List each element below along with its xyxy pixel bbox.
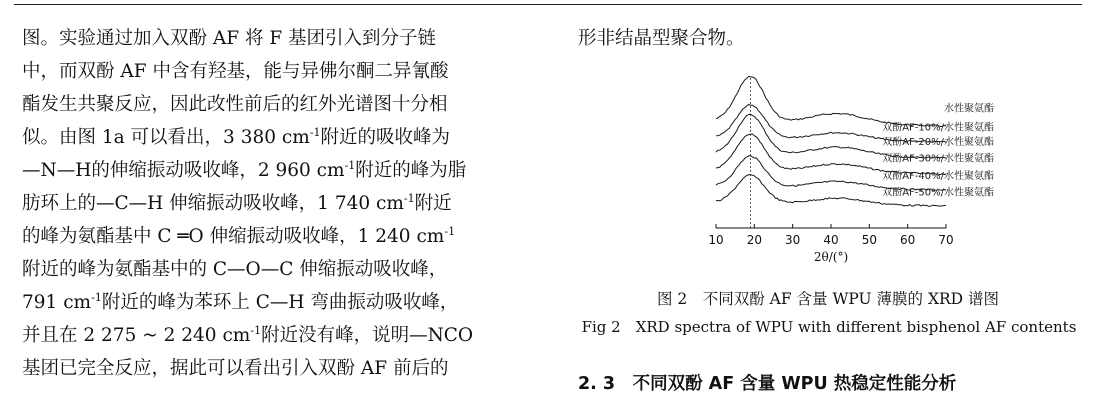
- text-run: —N—H的伸缩振动吸收峰，2 960 cm: [22, 160, 345, 181]
- text-run: 并且在 2 275 ~ 2 240 cm: [22, 325, 251, 346]
- series-label: 双酚AF-50%/水性聚氨酯: [882, 187, 994, 199]
- x-tick-label: 10: [708, 233, 724, 247]
- series-label: 双酚AF-20%/水性聚氨酯: [882, 136, 994, 148]
- paragraph-line: [22, 286, 542, 319]
- text-run: 基团已完全反应，据此可以看出引入双酚 AF 前后的: [22, 358, 449, 379]
- text-run: 中，而双酚 AF 中含有羟基，能与异佛尔酮二异氰酸: [22, 61, 449, 82]
- series-label: 双酚AF-30%/水性聚氨酯: [882, 153, 994, 165]
- paragraph-line: [22, 88, 542, 121]
- superscript: -1: [403, 192, 415, 205]
- text-run: 酯发生共聚反应，因此改性前后的红外光谱图十分相: [22, 94, 448, 115]
- series-label: 水性聚氨酯: [944, 103, 994, 115]
- text-run: 附近的吸收峰为: [320, 127, 451, 148]
- text-run: 似。由图 1a 可以看出，3 380 cm: [22, 127, 310, 148]
- x-tick-label: 30: [785, 233, 801, 247]
- text-run: 附近的峰为氨酯基中的 C—O—C 伸缩振动吸收峰，: [22, 259, 448, 280]
- paragraph-line: [22, 22, 542, 55]
- top-rule: [14, 4, 1082, 5]
- superscript: -1: [250, 324, 262, 337]
- paragraph-line: [22, 55, 542, 88]
- superscript: -1: [444, 225, 456, 238]
- text-run: 的峰为氨酯基中 C ═O 伸缩振动吸收峰，1 240 cm: [22, 226, 445, 247]
- superscript: -1: [344, 159, 356, 172]
- series-label: 双酚AF-40%/水性聚氨酯: [882, 170, 994, 182]
- x-axis-label: 2θ/(°): [813, 250, 849, 264]
- x-tick-label: 70: [938, 233, 954, 247]
- text-run: 图。实验通过加入双酚 AF 将 F 基团引入到分子链: [22, 28, 437, 49]
- figure-caption-cn: 图 2 不同双酚 AF 含量 WPU 薄膜的 XRD 谱图: [656, 290, 1000, 308]
- paragraph-line: [22, 187, 542, 220]
- series-label: 双酚AF-10%/水性聚氨酯: [882, 122, 994, 134]
- paragraph-line: [22, 220, 542, 253]
- body-text-right-top: 形非结晶型聚合物。: [578, 28, 745, 49]
- superscript: -1: [309, 126, 321, 139]
- text-run: 肪环上的—C—H 伸缩振动吸收峰，1 740 cm: [22, 193, 404, 214]
- text-run: 附近的峰为脂: [355, 160, 467, 181]
- x-tick-label: 40: [823, 233, 839, 247]
- paragraph-line: [22, 352, 542, 385]
- text-run: 附近: [414, 193, 452, 214]
- text-run: 791 cm: [22, 292, 92, 313]
- paragraph-line: [22, 154, 542, 187]
- figure-caption-en: Fig 2 XRD spectra of WPU with different bisphenol AF contents: [581, 318, 1077, 336]
- xrd-chart: [696, 70, 996, 280]
- x-tick-label: 20: [746, 233, 762, 247]
- paragraph-line: [22, 253, 542, 286]
- superscript: -1: [91, 291, 102, 304]
- paragraph-line: [22, 319, 542, 352]
- x-tick-label: 60: [900, 233, 916, 247]
- xrd-figure: [696, 70, 996, 280]
- x-tick-label: 50: [861, 233, 877, 247]
- body-text-left: [22, 22, 542, 385]
- paragraph-line: [22, 121, 542, 154]
- section-heading: 2. 3 不同双酚 AF 含量 WPU 热稳定性能分析: [578, 374, 957, 394]
- text-run: 附近没有峰，说明—NCO: [261, 325, 474, 346]
- text-run: 附近的峰为苯环上 C—H 弯曲振动吸收峰，: [101, 292, 459, 313]
